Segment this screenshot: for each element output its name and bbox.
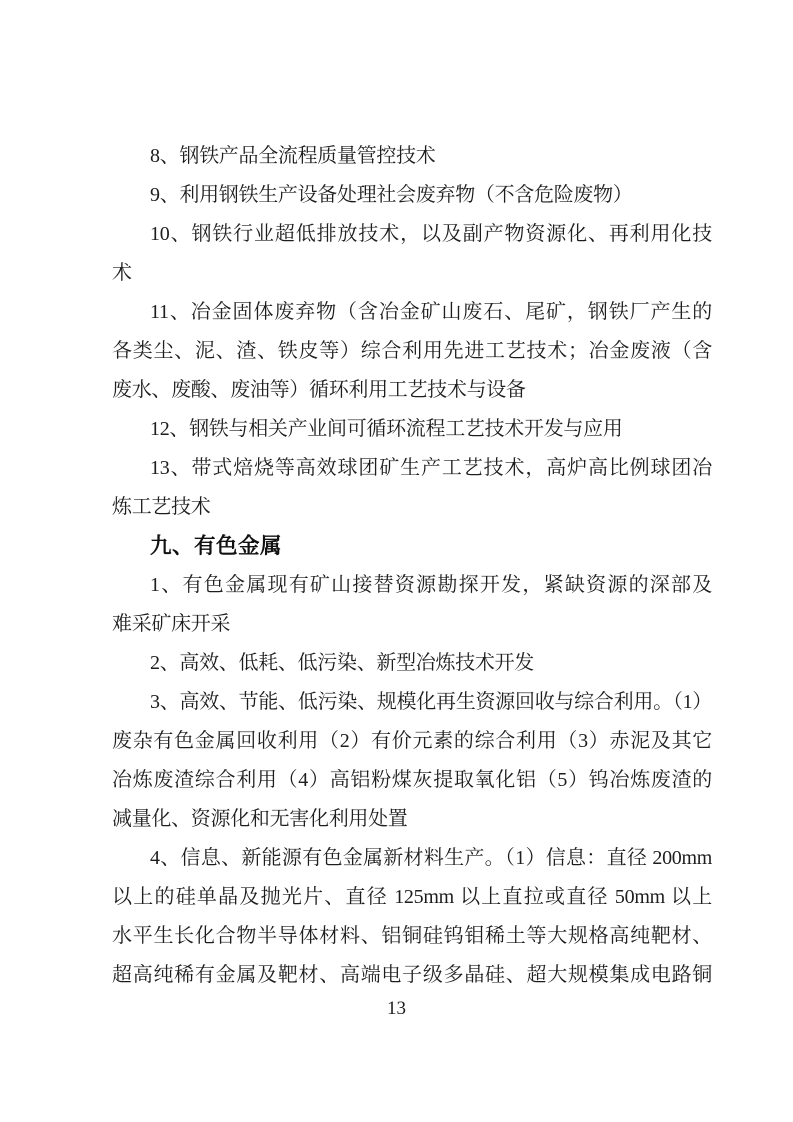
text-line: 水平生长化合物半导体材料、铝铜硅钨钼稀土等大规格高纯靶材、: [112, 925, 712, 947]
text-line: 废水、废酸、废油等）循环利用工艺技术与设备: [112, 379, 526, 401]
section-heading: 九、有色金属: [150, 534, 283, 558]
text-line: 难采矿床开采: [112, 613, 231, 635]
text-line: 超高纯稀有金属及靶材、高端电子级多晶硅、超大规模集成电路铜: [112, 964, 712, 986]
text-line: 4、信息、新能源有色金属新材料生产。（1）信息：直径 200mm: [150, 847, 712, 869]
text-line: 废杂有色金属回收利用（2）有价元素的综合利用（3）赤泥及其它: [112, 730, 712, 752]
text-line: 1、有色金属现有矿山接替资源勘探开发，紧缺资源的深部及: [150, 574, 712, 596]
document-body: [112, 137, 712, 995]
text-line: 术: [112, 262, 132, 284]
text-line: 11、冶金固体废弃物（含冶金矿山废石、尾矿，钢铁厂产生的: [150, 301, 712, 323]
text-line: 减量化、资源化和无害化利用处置: [112, 808, 408, 830]
text-line: 炼工艺技术: [112, 496, 211, 518]
text-line: 13、带式焙烧等高效球团矿生产工艺技术，高炉高比例球团冶: [150, 457, 712, 479]
text-line: 10、钢铁行业超低排放技术，以及副产物资源化、再利用化技: [150, 223, 712, 245]
text-line: 各类尘、泥、渣、铁皮等）综合利用先进工艺技术；冶金废液（含: [112, 340, 712, 362]
page-footer: [0, 998, 793, 1020]
text-line: 冶炼废渣综合利用（4）高铝粉煤灰提取氧化铝（5）钨冶炼废渣的: [112, 769, 712, 791]
page-number: 13: [387, 998, 406, 1019]
text-line: 8、钢铁产品全流程质量管控技术: [150, 145, 436, 167]
text-line: 2、高效、低耗、低污染、新型冶炼技术开发: [150, 652, 534, 674]
text-line: 12、钢铁与相关产业间可循环流程工艺技术开发与应用: [150, 418, 623, 440]
text-line: 以上的硅单晶及抛光片、直径 125mm 以上直拉或直径 50mm 以上: [112, 886, 712, 908]
text-line: 9、利用钢铁生产设备处理社会废弃物（不含危险废物）: [150, 184, 633, 206]
text-line: 3、高效、节能、低污染、规模化再生资源回收与综合利用。（1）: [150, 691, 712, 713]
